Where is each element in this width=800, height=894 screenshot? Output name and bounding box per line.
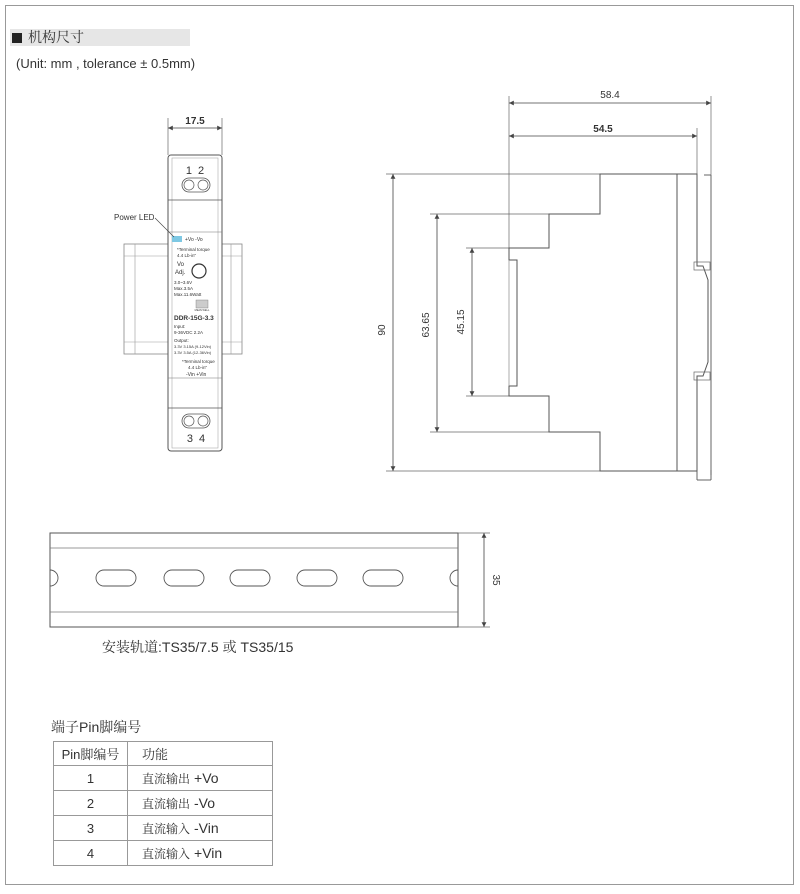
rail-slot — [96, 570, 136, 586]
top-pins-label: 1 2 — [185, 165, 205, 177]
input-label: Input: — [174, 324, 186, 329]
inner-dim-label: 45.15 — [456, 309, 467, 335]
input-value: 9-36VDC 2.2A — [174, 330, 204, 335]
bottom-pins-label: 3 4 — [186, 433, 206, 445]
pin-number: 3 — [54, 816, 128, 841]
terminal-torque-val-2: 4.4 Lb-in" — [188, 365, 208, 370]
pin-function: 直流输出 — [142, 796, 191, 811]
rail-height-dim-label: 35 — [490, 574, 501, 586]
spec-line-1: 3.0~3.6V — [174, 280, 193, 285]
rail-slot — [230, 570, 270, 586]
terminal-torque-2: *Terminal torque — [182, 359, 215, 364]
brand-logo — [196, 300, 208, 308]
table-row — [54, 791, 273, 816]
rail-slot — [363, 570, 403, 586]
section-title: 机构尺寸 — [28, 29, 84, 45]
side-din-clip — [677, 174, 708, 471]
pin-table-header — [54, 742, 273, 766]
adj-label: Adj. — [175, 270, 186, 276]
pin-function: 直流输入 — [142, 846, 191, 861]
pin-signal: +Vin — [194, 844, 223, 861]
pin-table-title: 端子Pin脚编号 — [51, 719, 142, 735]
pin-signal: -Vo — [194, 794, 216, 811]
pin-table — [53, 741, 273, 866]
output-value-1: 3.3V 3.15A (9-12Vin) — [174, 344, 212, 349]
side-view — [377, 90, 711, 480]
depth-dim-label: 54.5 — [593, 124, 613, 135]
mid-dim-label: 63.65 — [421, 312, 432, 338]
pin-header-number: Pin脚编号 — [54, 742, 128, 766]
vo-label: Vo — [177, 262, 185, 268]
tolerance-note: (Unit: mm , tolerance ± 0.5mm) — [16, 56, 196, 71]
front-view — [114, 116, 242, 451]
side-body-profile — [509, 174, 677, 471]
din-rail-view — [50, 533, 501, 627]
pin-signal: +Vo — [194, 769, 219, 786]
output-value-2: 3.3V 3.5A (12-36Vin) — [174, 350, 212, 355]
rail-slot — [164, 570, 204, 586]
terminal-torque-val-1: 4.4 Lb-in" — [177, 253, 197, 258]
pin-number: 2 — [54, 791, 128, 816]
pin-function: 直流输入 — [142, 821, 191, 836]
pin-number: 4 — [54, 841, 128, 866]
front-body — [168, 155, 222, 451]
pin-header-function: 功能 — [128, 742, 273, 766]
terminal-top-label: +Vo -Vo — [185, 237, 203, 243]
rail-slot — [297, 570, 337, 586]
pin-number: 1 — [54, 766, 128, 791]
total-depth-dim-label: 58.4 — [600, 90, 620, 101]
spec-line-2: Max.3.5A — [174, 286, 194, 291]
model-label: DDR-15G-3.3 — [174, 315, 214, 322]
table-row — [54, 816, 273, 841]
rail-outline — [50, 533, 458, 627]
height-dim-label: 90 — [377, 324, 388, 336]
width-dim-label: 17.5 — [185, 116, 205, 127]
pin-function: 直流输出 — [142, 771, 191, 786]
brand-text: MEAN WELL — [194, 309, 210, 312]
power-led-label: Power LED — [114, 213, 155, 222]
table-row — [54, 841, 273, 866]
terminal-bottom-label: -Vin +Vin — [186, 372, 207, 378]
terminal-torque-1: *Terminal torque — [177, 247, 210, 252]
spec-line-3: Max.11.6Watt — [174, 292, 202, 297]
pin-signal: -Vin — [194, 819, 219, 836]
table-row — [54, 766, 273, 791]
output-label: Output: — [174, 338, 189, 343]
rail-caption: 安装轨道:TS35/7.5 或 TS35/15 — [102, 639, 294, 655]
